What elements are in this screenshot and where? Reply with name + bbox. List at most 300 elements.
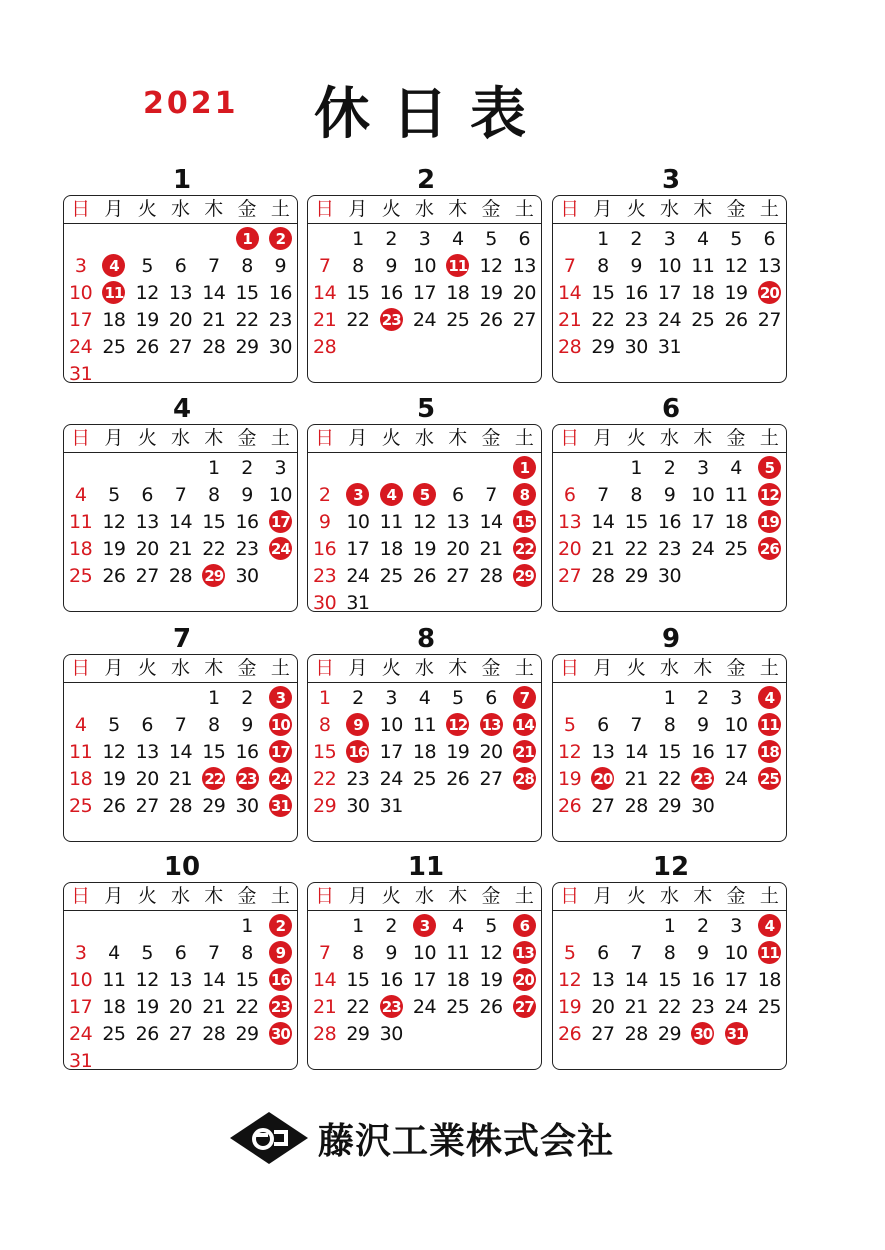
holiday-day: 31	[719, 1020, 752, 1047]
day: 6	[141, 713, 153, 736]
empty-cell	[620, 912, 653, 939]
day-grid	[64, 683, 297, 819]
weekday-label: 木	[448, 427, 468, 449]
day: 14	[479, 510, 503, 533]
month-number: 9	[661, 624, 681, 654]
empty-cell	[97, 912, 130, 939]
day: 4	[696, 227, 709, 250]
holiday-day: 3	[264, 684, 297, 711]
empty-cell	[375, 454, 408, 481]
day: 2	[696, 914, 709, 937]
day: 19	[412, 537, 437, 560]
day: 2	[385, 914, 397, 937]
holiday-day: 12	[441, 711, 474, 738]
weekday-label: 木	[693, 885, 713, 907]
day: 2	[352, 686, 364, 709]
day: 9	[241, 713, 253, 736]
day: 8	[241, 941, 253, 964]
weekday-label: 水	[414, 885, 434, 907]
day: 15	[235, 968, 259, 991]
day: 15	[624, 510, 648, 533]
day: 2	[630, 227, 642, 250]
day: 24	[724, 767, 748, 790]
weekday-label: 金	[237, 657, 257, 679]
day: 15	[235, 281, 259, 304]
day: 14	[202, 281, 226, 304]
empty-cell	[474, 454, 507, 481]
sunday-day: 11	[69, 510, 93, 533]
holiday-day: 31	[264, 792, 297, 819]
weekday-label: 月	[104, 427, 124, 449]
day: 6	[485, 686, 497, 709]
day: 16	[268, 281, 292, 304]
holiday-day: 23	[264, 993, 297, 1020]
month-box	[307, 882, 542, 1070]
day: 15	[591, 281, 615, 304]
month-box	[63, 882, 298, 1070]
day: 22	[624, 537, 648, 560]
sunday-day: 23	[313, 564, 337, 587]
day: 7	[207, 254, 220, 277]
day: 31	[657, 335, 682, 358]
day: 23	[235, 537, 259, 560]
sunday-day: 16	[313, 537, 337, 560]
day: 29	[657, 1022, 682, 1045]
day: 25	[412, 767, 437, 790]
weekday-label: 土	[759, 427, 779, 449]
day: 8	[597, 254, 609, 277]
sunday-day: 31	[69, 362, 93, 383]
day: 5	[141, 941, 153, 964]
year-label: 2021	[143, 86, 239, 121]
day: 20	[168, 308, 193, 331]
holiday-day: 9	[264, 939, 297, 966]
sunday-day: 5	[563, 941, 576, 964]
company-logo-icon	[230, 1112, 308, 1164]
day: 23	[624, 308, 648, 331]
day: 1	[597, 227, 609, 250]
day: 12	[724, 254, 748, 277]
weekday-label: 水	[659, 657, 679, 679]
sunday-day: 7	[563, 254, 576, 277]
empty-cell	[620, 684, 653, 711]
day: 11	[102, 968, 126, 991]
footer	[230, 1112, 614, 1164]
day: 11	[691, 254, 715, 277]
empty-cell	[64, 912, 97, 939]
day: 13	[446, 510, 470, 533]
sunday-day: 18	[69, 537, 93, 560]
sunday-day: 17	[69, 995, 93, 1018]
empty-cell	[553, 912, 586, 939]
day: 12	[412, 510, 437, 533]
weekday-label: 火	[381, 427, 401, 449]
month-box	[552, 882, 787, 1070]
weekday-label: 月	[348, 198, 368, 220]
day-grid	[308, 224, 541, 360]
sunday-day: 21	[558, 308, 582, 331]
day: 2	[663, 456, 676, 479]
day: 30	[235, 794, 259, 817]
day: 7	[630, 713, 642, 736]
weekday-label: 月	[593, 427, 613, 449]
day: 18	[379, 537, 403, 560]
sunday-day: 3	[74, 941, 87, 964]
weekday-label: 金	[237, 885, 257, 907]
empty-cell	[586, 454, 619, 481]
day: 20	[479, 740, 503, 763]
day: 22	[657, 995, 682, 1018]
day: 28	[624, 794, 648, 817]
month-number: 8	[416, 624, 436, 654]
day: 21	[591, 537, 615, 560]
day-grid	[64, 224, 297, 383]
holiday-day: 28	[508, 765, 541, 792]
day: 10	[412, 254, 437, 277]
day: 22	[346, 995, 370, 1018]
day: 10	[412, 941, 437, 964]
sunday-day: 28	[558, 335, 582, 358]
day: 14	[624, 968, 648, 991]
day: 19	[135, 308, 159, 331]
weekday-header	[64, 655, 297, 683]
weekday-label: 水	[414, 427, 434, 449]
month-number: 7	[172, 624, 192, 654]
day: 9	[385, 941, 397, 964]
weekday-header	[553, 425, 786, 453]
day-grid	[553, 453, 786, 589]
day: 11	[724, 483, 748, 506]
weekday-label: 金	[481, 657, 501, 679]
day: 24	[691, 537, 715, 560]
empty-cell	[131, 684, 164, 711]
month-box	[63, 654, 298, 842]
day: 8	[352, 254, 364, 277]
company-name: 藤沢工業株式会社	[318, 1120, 615, 1162]
sunday-day: 10	[69, 968, 93, 991]
holiday-day: 2	[264, 225, 297, 252]
day: 28	[479, 564, 503, 587]
day: 1	[241, 914, 253, 937]
weekday-label: 金	[726, 885, 746, 907]
day: 17	[691, 510, 715, 533]
day: 7	[174, 483, 187, 506]
day: 19	[102, 767, 126, 790]
day: 12	[479, 941, 503, 964]
day: 13	[168, 968, 193, 991]
day: 25	[379, 564, 403, 587]
day: 20	[512, 281, 536, 304]
holiday-day: 2	[264, 912, 297, 939]
day: 22	[346, 308, 370, 331]
day-grid	[308, 683, 541, 819]
holiday-day: 16	[341, 738, 374, 765]
day: 26	[102, 564, 126, 587]
day: 1	[207, 686, 220, 709]
day: 16	[691, 968, 715, 991]
weekday-label: 月	[104, 198, 124, 220]
day: 26	[102, 794, 126, 817]
sunday-day: 15	[313, 740, 337, 763]
weekday-label: 土	[270, 427, 290, 449]
day-grid	[553, 911, 786, 1047]
day: 13	[591, 740, 615, 763]
day: 27	[135, 794, 159, 817]
holiday-day: 29	[508, 562, 541, 589]
empty-cell	[64, 454, 97, 481]
day: 18	[691, 281, 715, 304]
weekday-label: 月	[348, 657, 368, 679]
day: 5	[108, 713, 120, 736]
month-box	[307, 654, 542, 842]
day: 24	[346, 564, 370, 587]
month-box	[552, 654, 787, 842]
day: 27	[135, 564, 159, 587]
sunday-day: 19	[558, 995, 582, 1018]
day: 21	[479, 537, 503, 560]
day: 1	[663, 914, 676, 937]
day: 11	[446, 941, 470, 964]
day: 11	[379, 510, 403, 533]
day: 4	[451, 914, 464, 937]
day: 3	[274, 456, 287, 479]
weekday-header	[308, 655, 541, 683]
day: 1	[663, 686, 676, 709]
weekday-label: 土	[514, 657, 534, 679]
sunday-day: 17	[69, 308, 93, 331]
day: 2	[241, 686, 253, 709]
day: 12	[135, 281, 159, 304]
weekday-label: 水	[170, 657, 190, 679]
sunday-day: 26	[558, 1022, 582, 1045]
empty-cell	[131, 454, 164, 481]
sunday-day: 4	[74, 713, 87, 736]
weekday-label: 水	[414, 198, 434, 220]
weekday-label: 日	[315, 657, 335, 679]
weekday-label: 月	[348, 885, 368, 907]
month-number: 4	[172, 394, 192, 424]
day: 3	[696, 456, 709, 479]
day: 7	[207, 941, 220, 964]
day-grid	[64, 453, 297, 589]
day: 9	[630, 254, 642, 277]
day: 29	[235, 335, 259, 358]
empty-cell	[64, 225, 97, 252]
empty-cell	[131, 912, 164, 939]
day: 26	[724, 308, 748, 331]
day: 1	[352, 227, 364, 250]
day: 12	[135, 968, 159, 991]
empty-cell	[97, 684, 130, 711]
day: 5	[141, 254, 153, 277]
day: 15	[657, 968, 682, 991]
day: 21	[168, 767, 193, 790]
sunday-day: 21	[313, 308, 337, 331]
weekday-label: 日	[315, 198, 335, 220]
day: 7	[485, 483, 497, 506]
month-number: 12	[652, 852, 690, 882]
empty-cell	[97, 225, 130, 252]
holiday-day: 5	[408, 481, 441, 508]
day: 25	[446, 995, 470, 1018]
sunday-day: 20	[558, 537, 582, 560]
day: 13	[168, 281, 193, 304]
day: 28	[624, 1022, 648, 1045]
holiday-day: 16	[264, 966, 297, 993]
weekday-label: 木	[204, 657, 224, 679]
weekday-label: 木	[448, 885, 468, 907]
holiday-day: 14	[508, 711, 541, 738]
holiday-day: 26	[753, 535, 786, 562]
day: 2	[696, 686, 709, 709]
day: 26	[135, 1022, 159, 1045]
day: 1	[352, 914, 364, 937]
day: 14	[168, 740, 193, 763]
empty-cell	[586, 912, 619, 939]
day: 4	[108, 941, 120, 964]
month-box	[307, 195, 542, 383]
day: 17	[724, 740, 748, 763]
holiday-day: 19	[753, 508, 786, 535]
weekday-label: 木	[693, 427, 713, 449]
holiday-day: 24	[264, 535, 297, 562]
day: 3	[663, 227, 676, 250]
day: 21	[202, 995, 226, 1018]
weekday-label: 木	[448, 657, 468, 679]
holiday-day: 13	[508, 939, 541, 966]
weekday-label: 月	[104, 657, 124, 679]
weekday-label: 土	[270, 885, 290, 907]
day: 2	[241, 456, 253, 479]
month-box	[552, 195, 787, 383]
day: 31	[379, 794, 403, 817]
empty-cell	[441, 454, 474, 481]
day: 6	[174, 941, 187, 964]
day: 5	[485, 227, 497, 250]
month-number: 6	[661, 394, 681, 424]
sunday-day: 7	[318, 941, 331, 964]
day: 27	[446, 564, 470, 587]
day: 13	[757, 254, 781, 277]
sunday-day: 3	[74, 254, 87, 277]
day: 13	[135, 510, 159, 533]
empty-cell	[97, 454, 130, 481]
day: 30	[657, 564, 682, 587]
day: 17	[379, 740, 403, 763]
holiday-day: 8	[508, 481, 541, 508]
weekday-label: 土	[270, 657, 290, 679]
weekday-label: 日	[560, 657, 580, 679]
weekday-label: 金	[726, 198, 746, 220]
sunday-day: 19	[558, 767, 582, 790]
day: 30	[346, 794, 370, 817]
day: 29	[591, 335, 615, 358]
weekday-header	[308, 883, 541, 911]
holiday-day: 30	[264, 1020, 297, 1047]
day: 9	[385, 254, 397, 277]
sunday-day: 29	[313, 794, 337, 817]
holiday-day: 15	[508, 508, 541, 535]
day: 30	[379, 1022, 403, 1045]
holiday-day: 1	[230, 225, 263, 252]
day: 25	[691, 308, 715, 331]
holiday-day: 20	[586, 765, 619, 792]
weekday-label: 水	[170, 198, 190, 220]
holiday-day: 11	[753, 711, 786, 738]
month-number: 11	[407, 852, 445, 882]
holiday-day: 23	[375, 993, 408, 1020]
weekday-label: 火	[137, 198, 157, 220]
day: 10	[379, 713, 403, 736]
day: 8	[241, 254, 253, 277]
day: 21	[202, 308, 226, 331]
day: 3	[385, 686, 397, 709]
day: 25	[446, 308, 470, 331]
empty-cell	[308, 912, 341, 939]
empty-cell	[164, 684, 197, 711]
day: 29	[235, 1022, 259, 1045]
weekday-label: 火	[626, 198, 646, 220]
day: 8	[630, 483, 642, 506]
day: 29	[624, 564, 648, 587]
sunday-day: 24	[69, 335, 93, 358]
weekday-header	[308, 196, 541, 224]
day: 26	[412, 564, 437, 587]
empty-cell	[197, 912, 230, 939]
weekday-label: 月	[593, 657, 613, 679]
day: 7	[597, 483, 609, 506]
weekday-label: 金	[237, 198, 257, 220]
day: 4	[451, 227, 464, 250]
day: 28	[202, 335, 226, 358]
weekday-label: 木	[693, 657, 713, 679]
month-number: 2	[416, 165, 436, 195]
day: 3	[730, 686, 742, 709]
sunday-day: 25	[69, 564, 93, 587]
weekday-label: 木	[204, 198, 224, 220]
holiday-day: 1	[508, 454, 541, 481]
day: 21	[624, 767, 648, 790]
sunday-day: 2	[318, 483, 331, 506]
day: 24	[412, 308, 437, 331]
day: 30	[691, 794, 715, 817]
holiday-day: 3	[408, 912, 441, 939]
day: 11	[412, 713, 437, 736]
holiday-day: 9	[341, 711, 374, 738]
weekday-header	[64, 196, 297, 224]
day: 9	[274, 254, 287, 277]
weekday-label: 日	[315, 885, 335, 907]
day: 6	[763, 227, 776, 250]
holiday-day: 7	[508, 684, 541, 711]
month-number: 1	[172, 165, 192, 195]
weekday-label: 日	[71, 427, 91, 449]
weekday-label: 金	[726, 427, 746, 449]
holiday-day: 11	[753, 939, 786, 966]
day: 19	[446, 740, 470, 763]
day: 7	[630, 941, 642, 964]
holiday-day: 24	[264, 765, 297, 792]
empty-cell	[553, 684, 586, 711]
holiday-day: 13	[474, 711, 507, 738]
day: 8	[352, 941, 364, 964]
empty-cell	[341, 454, 374, 481]
day: 22	[202, 537, 226, 560]
day: 4	[418, 686, 431, 709]
day: 18	[446, 968, 470, 991]
day: 26	[479, 308, 503, 331]
holiday-day: 25	[753, 765, 786, 792]
